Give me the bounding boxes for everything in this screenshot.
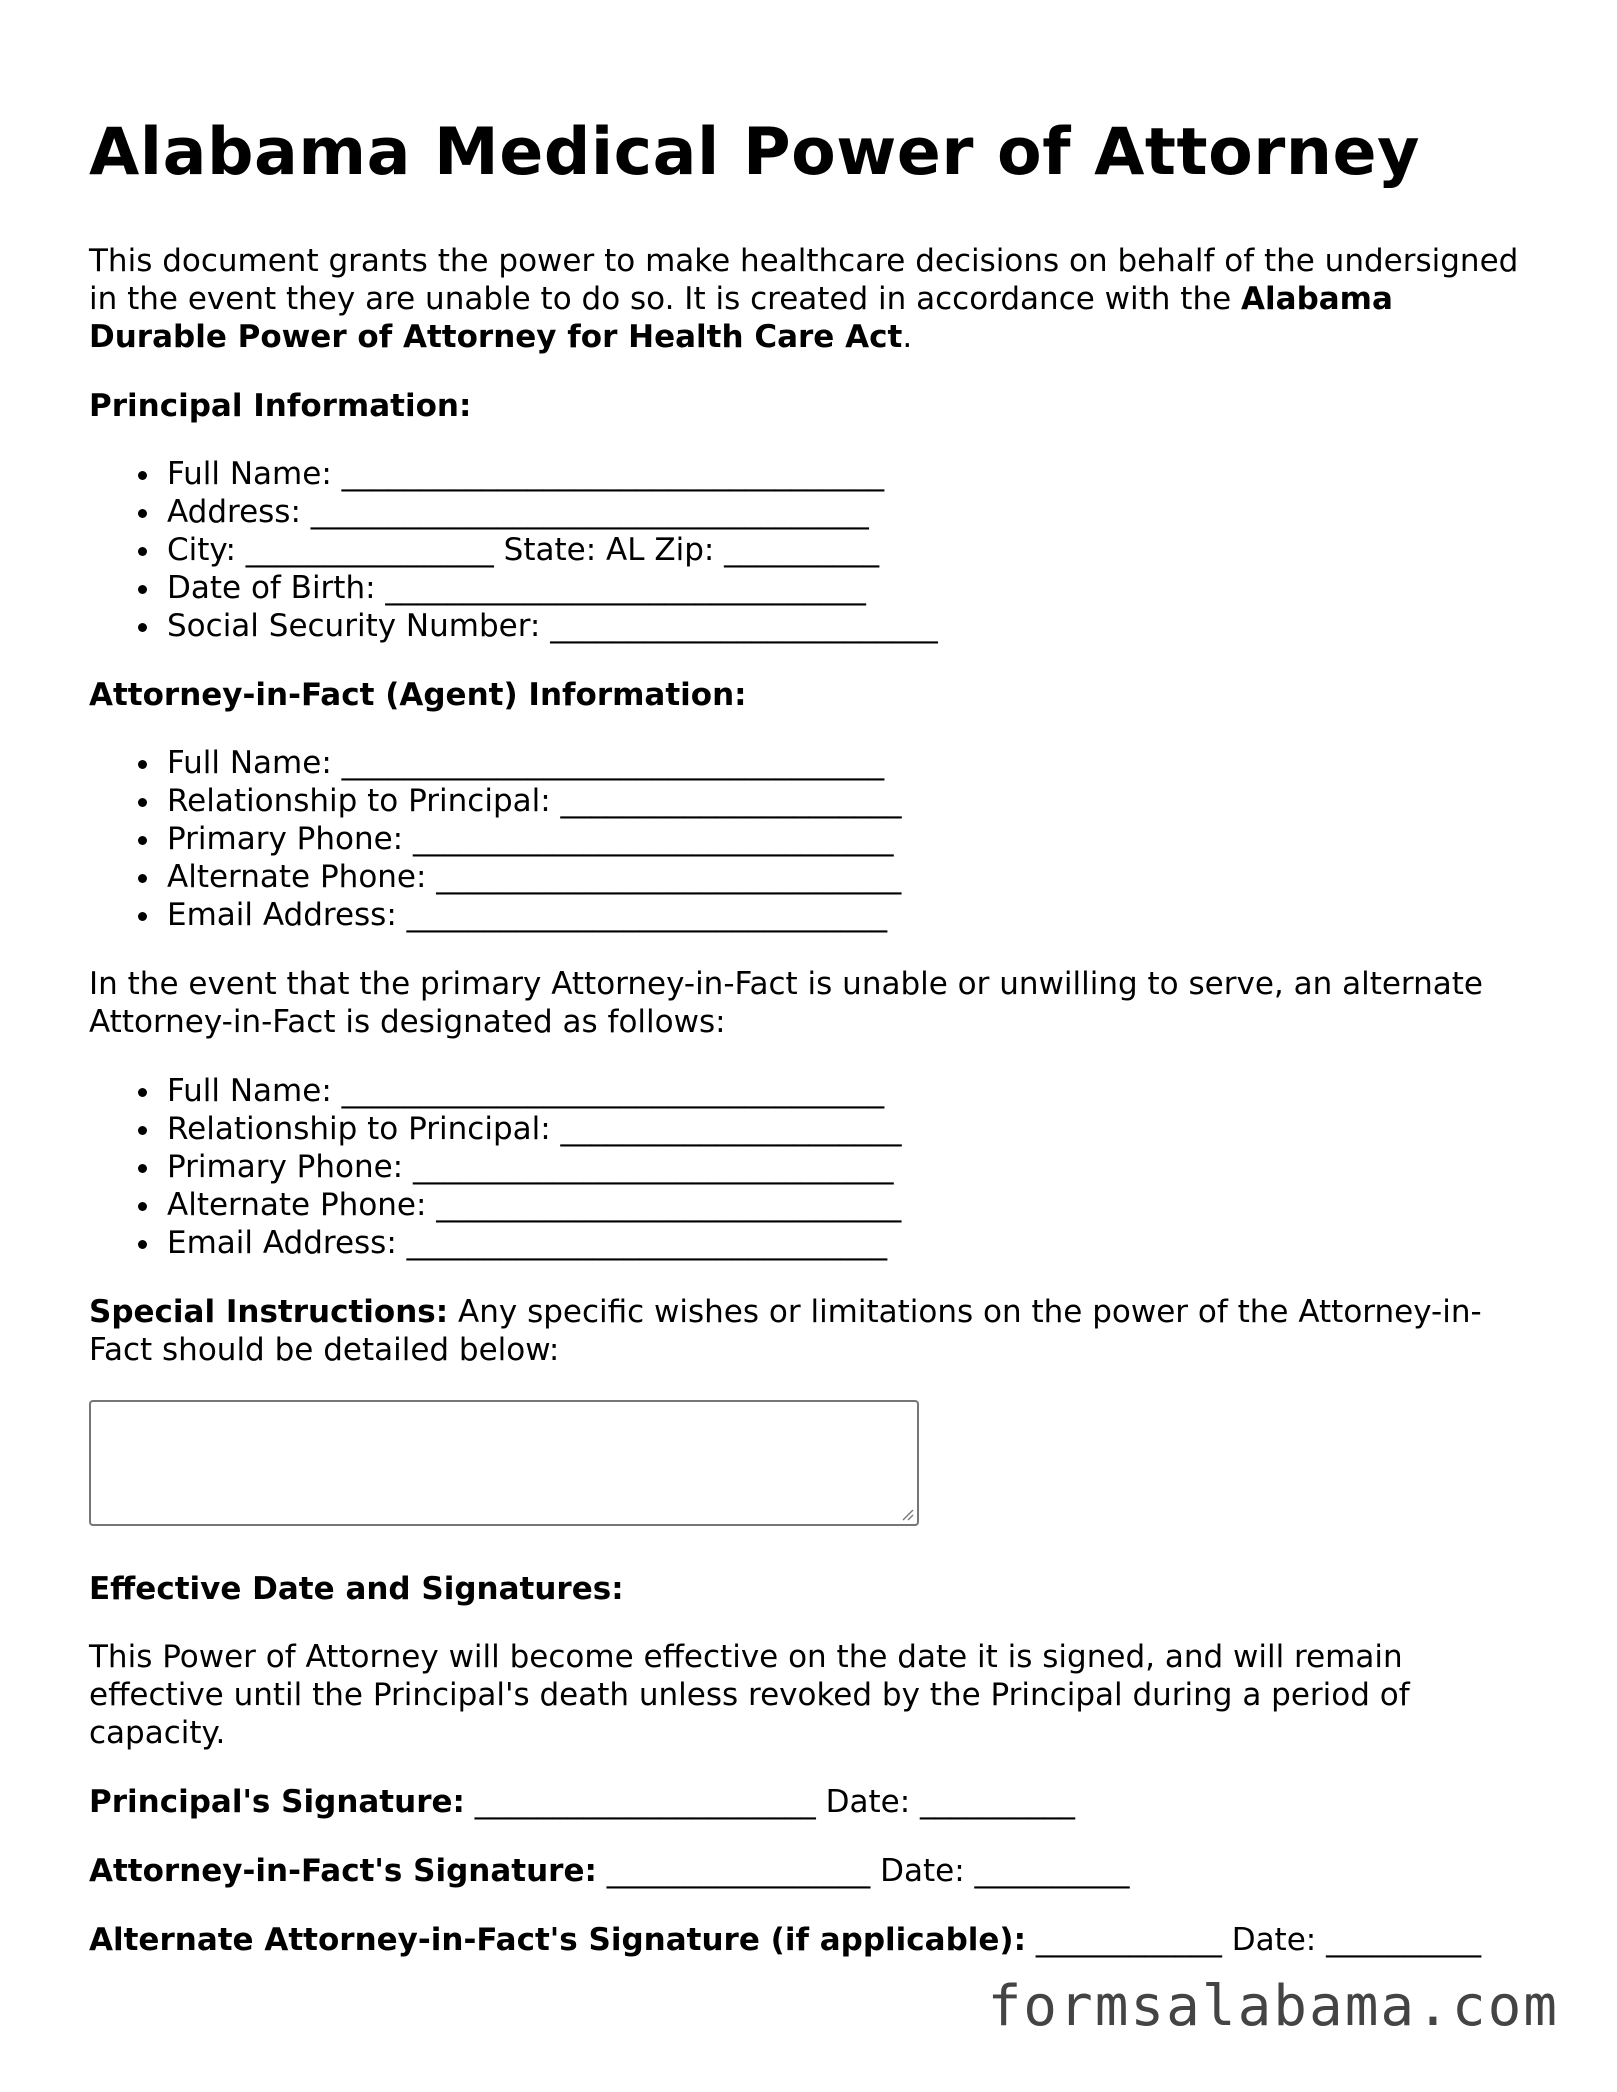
alternate-intro: In the event that the primary Attorney-in-Fact is unable or unwilling to serve, an alternate Attorney-in-Fact is designated as follows: (89, 966, 1484, 1040)
effective-heading: Effective Date and Signatures: (89, 1571, 624, 1607)
resize-grip-icon[interactable] (900, 1507, 914, 1521)
intro-end: . (902, 319, 913, 355)
alternate-list (89, 1072, 1529, 1262)
page-title: Alabama Medical Power of Attorney (89, 115, 1421, 190)
principal-address-field: Address: ____________________________________ (167, 493, 1529, 531)
agent-relationship-field: Relationship to Principal: ______________________ (167, 782, 1529, 820)
site-watermark: formsalabama.com (987, 1974, 1559, 2039)
principal-heading: Principal Information: (89, 388, 472, 424)
document-page (89, 108, 1529, 1990)
principal-signature-label: Principal's Signature: (89, 1784, 465, 1820)
intro-text: This document grants the power to make healthcare decisions on behalf of the undersigned in the event they are unable to do so. It is created in accordance with the (89, 243, 1519, 317)
alternate-alternate-phone-field: Alternate Phone: ______________________________ (167, 1186, 1529, 1224)
principal-list (89, 455, 1529, 645)
alternate-email-field: Email Address: _______________________________ (167, 1224, 1529, 1262)
agent-alternate-phone-field: Alternate Phone: ______________________________ (167, 858, 1529, 896)
intro-paragraph (89, 242, 1529, 356)
special-instructions-textarea[interactable] (89, 1400, 919, 1526)
alternate-signature-blank: ____________ Date: __________ (1025, 1922, 1482, 1958)
principal-dob-field: Date of Birth: _______________________________ (167, 569, 1529, 607)
agent-email-field: Email Address: _______________________________ (167, 896, 1529, 934)
agent-list (89, 744, 1529, 934)
alternate-signature-line (89, 1921, 1529, 1959)
principal-signature-blank: ______________________ Date: __________ (464, 1784, 1076, 1820)
agent-full-name-field: Full Name: ___________________________________ (167, 744, 1529, 782)
alternate-full-name-field: Full Name: ___________________________________ (167, 1072, 1529, 1110)
alternate-relationship-field: Relationship to Principal: ______________________ (167, 1110, 1529, 1148)
alternate-primary-phone-field: Primary Phone: _______________________________ (167, 1148, 1529, 1186)
principal-city-state-zip-field: City: ________________ State: AL Zip: __________ (167, 531, 1529, 569)
special-instructions-text: Any specific wishes or limitations on the power of the Attorney-in-Fact should be detailed below: (89, 1294, 1482, 1368)
agent-heading: Attorney-in-Fact (Agent) Information: (89, 677, 747, 713)
effective-paragraph: This Power of Attorney will become effective on the date it is signed, and will remain effective until the Principal's death unless revoked by the Principal during a period of capacity. (89, 1639, 1410, 1751)
principal-full-name-field: Full Name: ___________________________________ (167, 455, 1529, 493)
principal-ssn-field: Social Security Number: _________________________ (167, 607, 1529, 645)
agent-signature-label: Attorney-in-Fact's Signature: (89, 1853, 597, 1889)
agent-signature-blank: _________________ Date: __________ (596, 1853, 1130, 1889)
special-instructions-paragraph (89, 1293, 1529, 1369)
alternate-signature-label: Alternate Attorney-in-Fact's Signature (if applicable): (89, 1922, 1026, 1958)
agent-primary-phone-field: Primary Phone: _______________________________ (167, 820, 1529, 858)
agent-signature-line (89, 1852, 1529, 1890)
principal-signature-line (89, 1783, 1529, 1821)
act-name: Alabama Durable Power of Attorney for Health Care Act (89, 281, 1393, 355)
special-instructions-label: Special Instructions: (89, 1294, 449, 1330)
